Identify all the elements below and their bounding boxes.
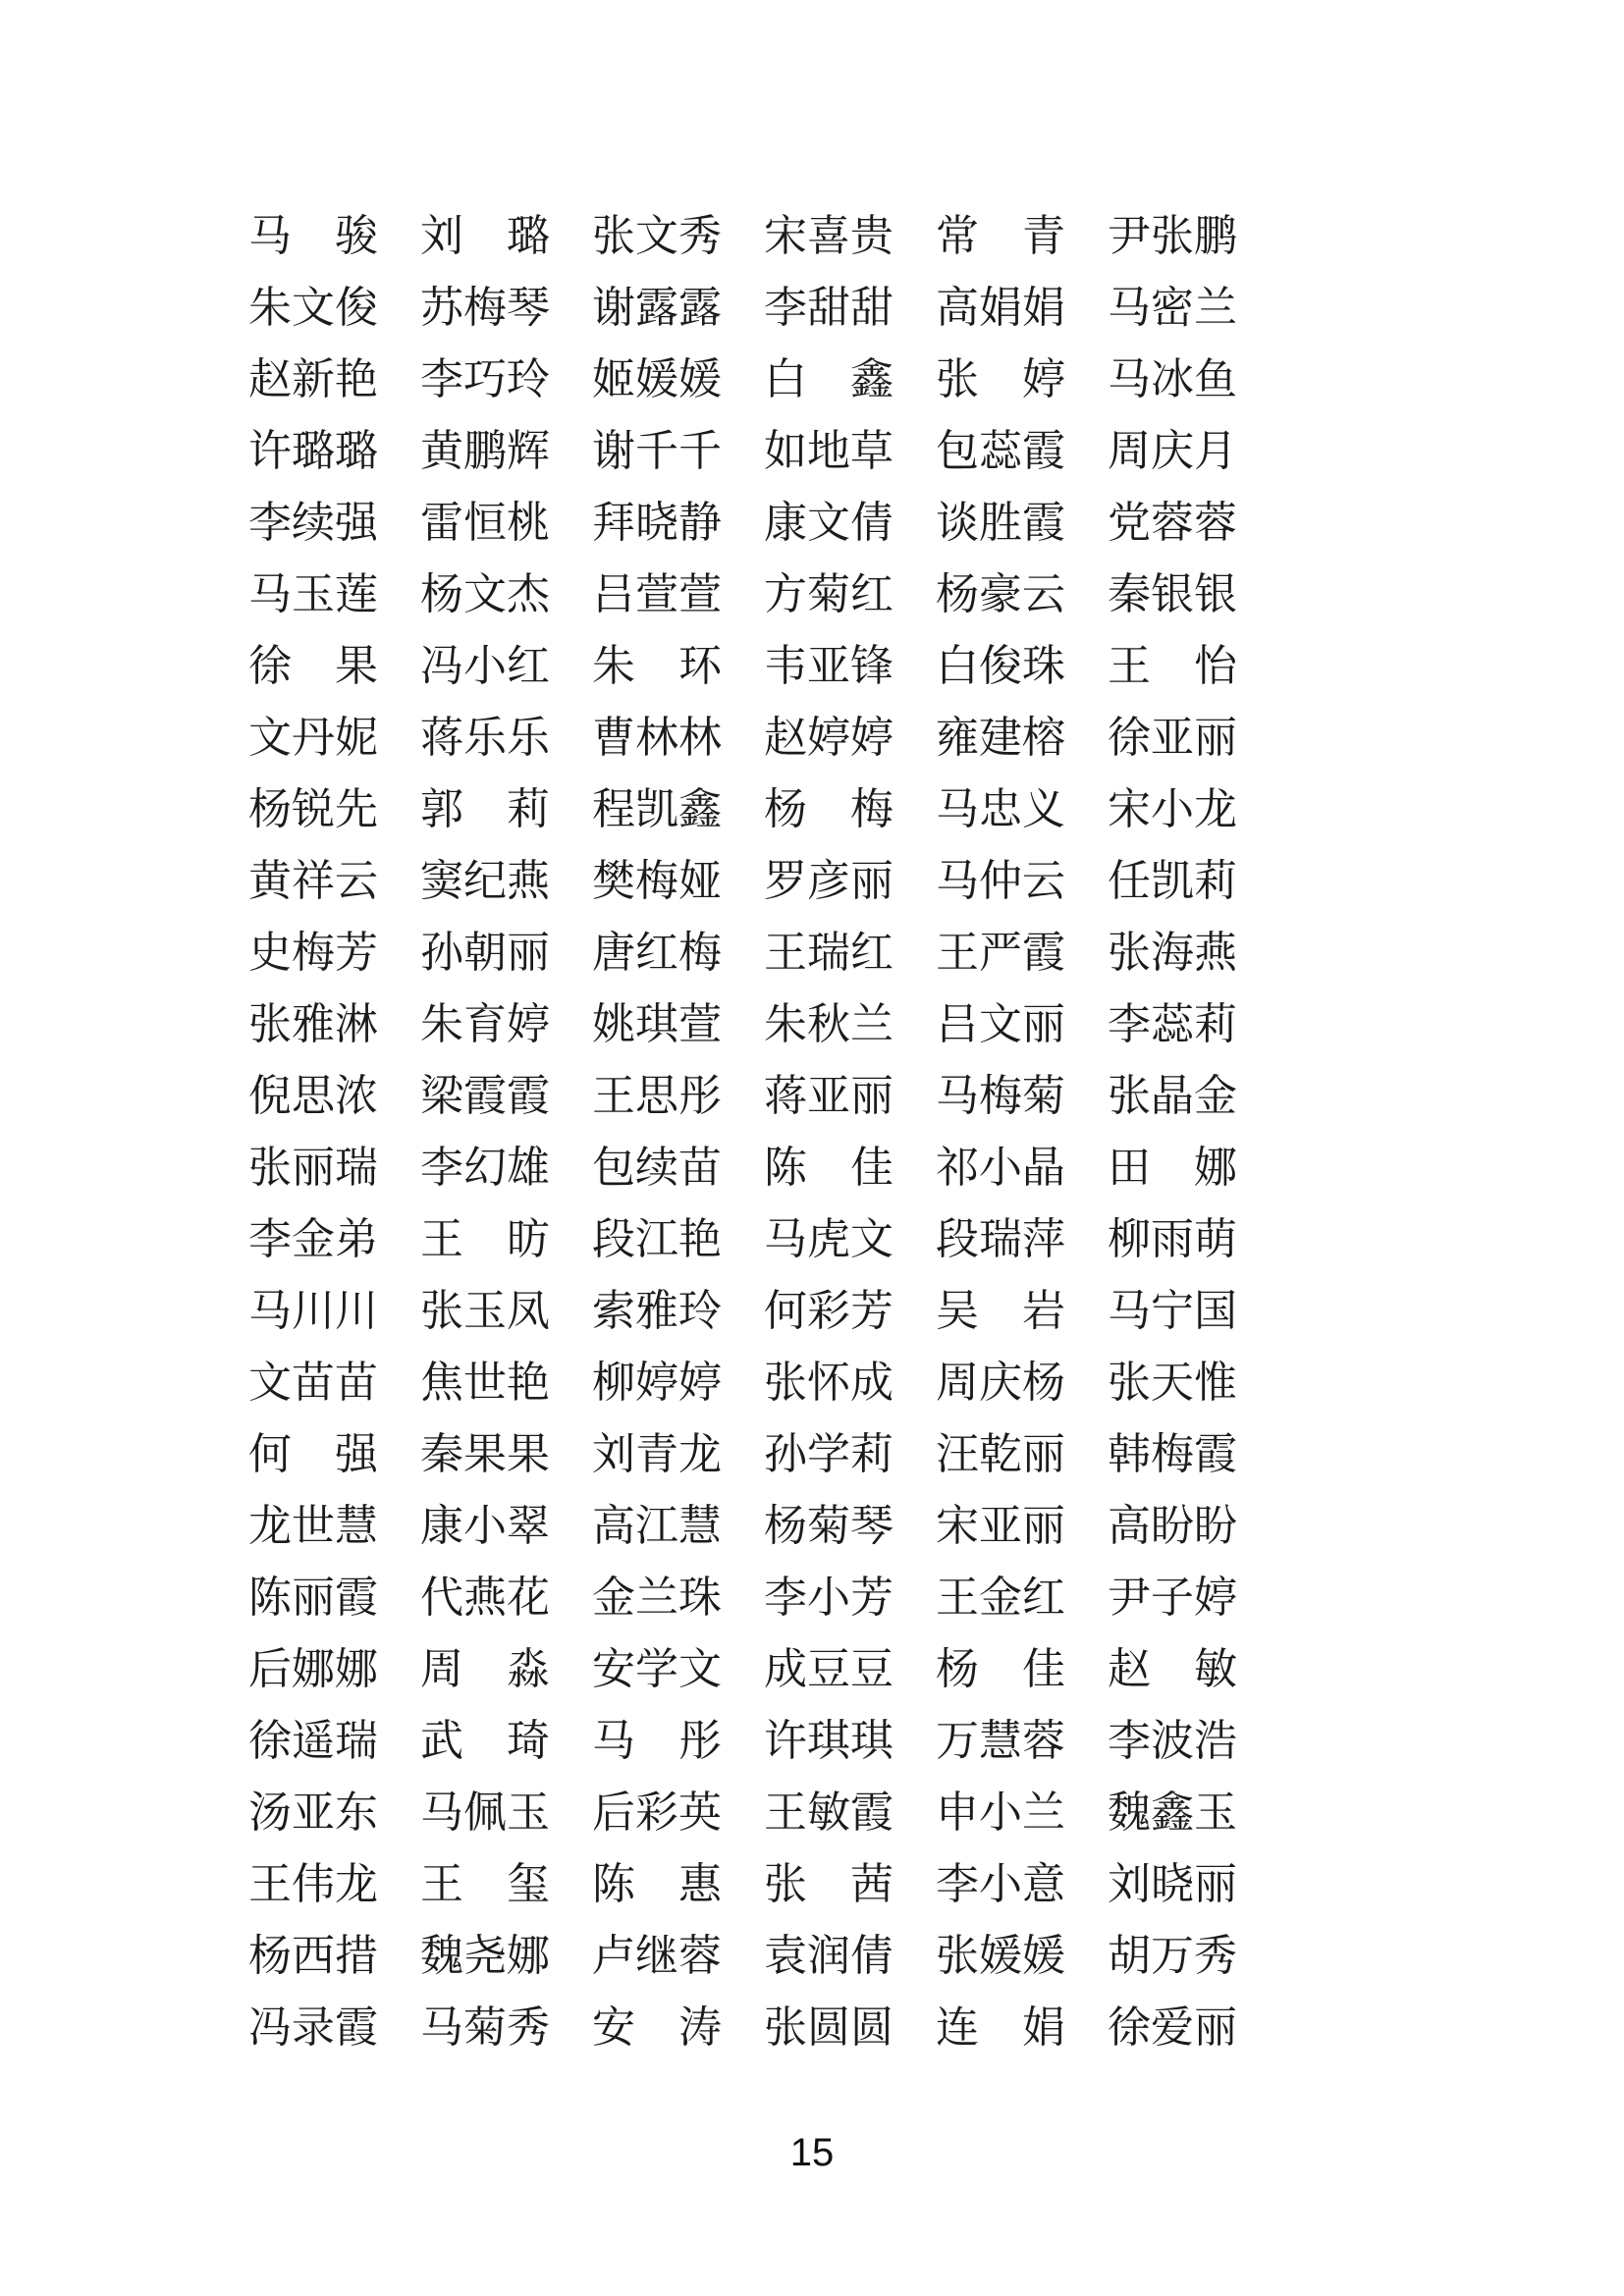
person-name: 段 江 艳 (592, 1214, 722, 1264)
person-name: 何 彩 芳 (764, 1286, 893, 1336)
person-name: 韦 亚 锋 (764, 641, 893, 691)
person-name: 高 娟 娟 (936, 283, 1065, 333)
person-name: 窦 纪 燕 (420, 856, 550, 906)
person-name: 蒋 乐 乐 (420, 713, 550, 763)
person-name: 宋 亚 丽 (936, 1501, 1065, 1551)
person-name: 张 丽 瑞 (248, 1143, 378, 1193)
person-name: 王 玺 (420, 1859, 550, 1909)
person-name: 白 俊 珠 (936, 641, 1065, 691)
person-name: 金 兰 珠 (592, 1573, 722, 1623)
person-name: 吕 文 丽 (936, 999, 1065, 1049)
person-name: 朱 秋 兰 (764, 999, 893, 1049)
person-name: 马 川 川 (248, 1286, 378, 1336)
person-name: 杨 佳 (936, 1644, 1065, 1694)
person-name: 马 玉 莲 (248, 569, 378, 619)
person-name: 刘 璐 (420, 211, 550, 261)
person-name: 田 娜 (1108, 1143, 1237, 1193)
person-name: 张 圆 圆 (764, 2002, 893, 2053)
person-name: 陈 惠 (592, 1859, 722, 1909)
person-name: 罗 彦 丽 (764, 856, 893, 906)
person-name: 安 涛 (592, 2002, 722, 2053)
person-name: 方 菊 红 (764, 569, 893, 619)
person-name: 袁 润 倩 (764, 1931, 893, 1981)
person-name: 黄 鹏 辉 (420, 426, 550, 476)
person-name: 王 思 彤 (592, 1071, 722, 1121)
person-name: 张 婷 (936, 354, 1065, 404)
person-name: 李 甜 甜 (764, 283, 893, 333)
person-name: 陈 佳 (764, 1143, 893, 1193)
person-name: 张 天 惟 (1108, 1358, 1237, 1408)
person-name: 段 瑞 萍 (936, 1214, 1065, 1264)
person-name: 杨 西 措 (248, 1931, 378, 1981)
person-name: 姚 琪 萱 (592, 999, 722, 1049)
person-name: 李 幻 雄 (420, 1143, 550, 1193)
person-name: 包 续 苗 (592, 1143, 722, 1193)
person-name: 魏 鑫 玉 (1108, 1788, 1237, 1838)
person-name: 李 续 强 (248, 498, 378, 548)
person-name: 宋 小 龙 (1108, 784, 1237, 834)
person-name: 连 娟 (936, 2002, 1065, 2053)
person-name: 许 琪 琪 (764, 1716, 893, 1766)
person-name: 张 茜 (764, 1859, 893, 1909)
person-name: 杨 文 杰 (420, 569, 550, 619)
person-name: 康 文 倩 (764, 498, 893, 548)
person-name: 龙 世 慧 (248, 1501, 378, 1551)
person-name: 马 冰 鱼 (1108, 354, 1237, 404)
person-name: 杨 梅 (764, 784, 893, 834)
person-name: 赵 敏 (1108, 1644, 1237, 1694)
person-name: 张 怀 成 (764, 1358, 893, 1408)
person-name: 王 严 霞 (936, 928, 1065, 978)
person-name: 拜 晓 静 (592, 498, 722, 548)
person-name: 倪 思 浓 (248, 1071, 378, 1121)
person-name: 杨 锐 先 (248, 784, 378, 834)
person-name: 苏 梅 琴 (420, 283, 550, 333)
person-name: 赵 婷 婷 (764, 713, 893, 763)
person-name: 申 小 兰 (936, 1788, 1065, 1838)
person-name: 任 凯 莉 (1108, 856, 1237, 906)
person-name: 孙 学 莉 (764, 1429, 893, 1479)
person-name: 谈 胜 霞 (936, 498, 1065, 548)
person-name: 谢 露 露 (592, 283, 722, 333)
person-name: 曹 林 林 (592, 713, 722, 763)
person-name: 马 梅 菊 (936, 1071, 1065, 1121)
person-name: 王 敏 霞 (764, 1788, 893, 1838)
person-name: 郭 莉 (420, 784, 550, 834)
person-name: 如 地 草 (764, 426, 893, 476)
person-name: 史 梅 芳 (248, 928, 378, 978)
person-name: 魏 尧 娜 (420, 1931, 550, 1981)
person-name: 王 金 红 (936, 1573, 1065, 1623)
person-name: 吕 萱 萱 (592, 569, 722, 619)
person-name: 吴 岩 (936, 1286, 1065, 1336)
person-name: 王 瑞 红 (764, 928, 893, 978)
person-name: 马 骏 (248, 211, 378, 261)
person-name: 焦 世 艳 (420, 1358, 550, 1408)
person-name: 万 慧 蓉 (936, 1716, 1065, 1766)
person-name: 卢 继 蓉 (592, 1931, 722, 1981)
person-name: 徐 爱 丽 (1108, 2002, 1237, 2053)
person-name: 宋 喜 贵 (764, 211, 893, 261)
person-name: 马 佩 玉 (420, 1788, 550, 1838)
person-name: 李 小 芳 (764, 1573, 893, 1623)
person-name: 康 小 翠 (420, 1501, 550, 1551)
person-name: 安 学 文 (592, 1644, 722, 1694)
person-name: 李 波 浩 (1108, 1716, 1237, 1766)
page-number: 15 (789, 2131, 835, 2174)
person-name: 朱 育 婷 (420, 999, 550, 1049)
person-name: 雍 建 榕 (936, 713, 1065, 763)
person-name: 王 昉 (420, 1214, 550, 1264)
person-name: 李 蕊 莉 (1108, 999, 1237, 1049)
person-name: 程 凯 鑫 (592, 784, 722, 834)
person-name: 张 玉 凤 (420, 1286, 550, 1336)
person-name: 朱 文 俊 (248, 283, 378, 333)
person-name: 胡 万 秀 (1108, 1931, 1237, 1981)
person-name: 马 密 兰 (1108, 283, 1237, 333)
person-name: 马 菊 秀 (420, 2002, 550, 2053)
person-name: 后 彩 英 (592, 1788, 722, 1838)
person-name: 杨 菊 琴 (764, 1501, 893, 1551)
person-name: 唐 红 梅 (592, 928, 722, 978)
person-name: 徐 遥 瑞 (248, 1716, 378, 1766)
person-name: 汪 乾 丽 (936, 1429, 1065, 1479)
person-name: 马 彤 (592, 1716, 722, 1766)
person-name: 谢 千 千 (592, 426, 722, 476)
person-name: 雷 恒 桃 (420, 498, 550, 548)
person-name: 刘 晓 丽 (1108, 1859, 1237, 1909)
person-name: 韩 梅 霞 (1108, 1429, 1237, 1479)
person-name: 王 伟 龙 (248, 1859, 378, 1909)
person-name: 后 娜 娜 (248, 1644, 378, 1694)
person-name: 高 江 慧 (592, 1501, 722, 1551)
name-list (248, 211, 1237, 2077)
person-name: 张 文 秀 (592, 211, 722, 261)
person-name: 黄 祥 云 (248, 856, 378, 906)
person-name: 高 盼 盼 (1108, 1501, 1237, 1551)
person-name: 党 蓉 蓉 (1108, 498, 1237, 548)
person-name: 索 雅 玲 (592, 1286, 722, 1336)
person-name: 樊 梅 娅 (592, 856, 722, 906)
person-name: 许 璐 璐 (248, 426, 378, 476)
person-name: 何 强 (248, 1429, 378, 1479)
person-name: 张 海 燕 (1108, 928, 1237, 978)
person-name: 张 媛 媛 (936, 1931, 1065, 1981)
person-name: 张 晶 金 (1108, 1071, 1237, 1121)
person-name: 姬 媛 媛 (592, 354, 722, 404)
person-name: 王 怡 (1108, 641, 1237, 691)
person-name: 文 苗 苗 (248, 1358, 378, 1408)
person-name: 柳 雨 萌 (1108, 1214, 1237, 1264)
person-name: 马 虎 文 (764, 1214, 893, 1264)
person-name: 李 金 弟 (248, 1214, 378, 1264)
person-name: 尹 张 鹏 (1108, 211, 1237, 261)
person-name: 冯 录 霞 (248, 2002, 378, 2053)
person-name: 代 燕 花 (420, 1573, 550, 1623)
person-name: 秦 银 银 (1108, 569, 1237, 619)
person-name: 刘 青 龙 (592, 1429, 722, 1479)
person-name: 杨 豪 云 (936, 569, 1065, 619)
person-name: 常 青 (936, 211, 1065, 261)
person-name: 李 巧 玲 (420, 354, 550, 404)
person-name: 柳 婷 婷 (592, 1358, 722, 1408)
person-name: 尹 子 婷 (1108, 1573, 1237, 1623)
person-name: 蒋 亚 丽 (764, 1071, 893, 1121)
person-name: 汤 亚 东 (248, 1788, 378, 1838)
person-name: 周 庆 杨 (936, 1358, 1065, 1408)
person-name: 文 丹 妮 (248, 713, 378, 763)
person-name: 成 豆 豆 (764, 1644, 893, 1694)
person-name: 孙 朝 丽 (420, 928, 550, 978)
person-name: 陈 丽 霞 (248, 1573, 378, 1623)
person-name: 马 仲 云 (936, 856, 1065, 906)
person-name: 徐 果 (248, 641, 378, 691)
person-name: 朱 环 (592, 641, 722, 691)
person-name: 徐 亚 丽 (1108, 713, 1237, 763)
person-name: 张 雅 淋 (248, 999, 378, 1049)
person-name: 包 蕊 霞 (936, 426, 1065, 476)
person-name: 赵 新 艳 (248, 354, 378, 404)
person-name: 祁 小 晶 (936, 1143, 1065, 1193)
person-name: 马 忠 义 (936, 784, 1065, 834)
person-name: 李 小 意 (936, 1859, 1065, 1909)
person-name: 周 淼 (420, 1644, 550, 1694)
person-name: 马 宁 国 (1108, 1286, 1237, 1336)
person-name: 梁 霞 霞 (420, 1071, 550, 1121)
person-name: 秦 果 果 (420, 1429, 550, 1479)
person-name: 白 鑫 (764, 354, 893, 404)
person-name: 周 庆 月 (1108, 426, 1237, 476)
person-name: 冯 小 红 (420, 641, 550, 691)
person-name: 武 琦 (420, 1716, 550, 1766)
